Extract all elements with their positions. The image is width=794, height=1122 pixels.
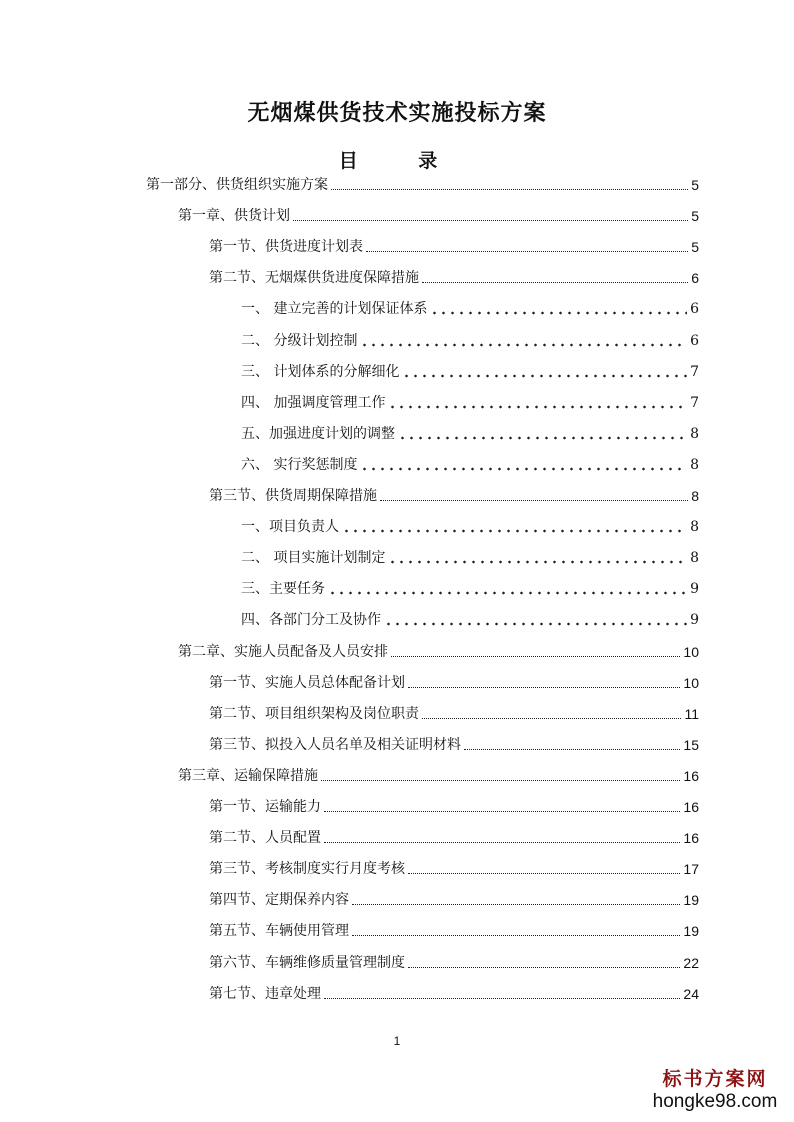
toc-dot-leader	[391, 655, 680, 657]
toc-dot-leader	[360, 467, 687, 471]
toc-entry[interactable]	[209, 481, 699, 505]
toc-entry[interactable]	[209, 699, 699, 723]
toc-dot-leader	[464, 748, 680, 750]
toc-dot-leader	[360, 343, 687, 347]
toc-entry[interactable]	[241, 512, 699, 536]
toc-entry-label: 四、 加强调度管理工作	[241, 394, 386, 411]
toc-entry[interactable]	[241, 574, 699, 598]
toc-entry[interactable]	[241, 543, 699, 567]
watermark-logo	[650, 1068, 780, 1114]
toc-dot-leader	[408, 872, 680, 874]
toc-dot-leader	[422, 717, 681, 719]
toc-dot-leader	[384, 622, 687, 626]
toc-dot-leader	[408, 966, 680, 968]
toc-entry-page: 9	[690, 612, 699, 629]
toc-entry-page: 16	[683, 767, 699, 784]
toc-entry-page: 6	[690, 301, 699, 318]
toc-entry[interactable]	[209, 979, 699, 1003]
toc-entry-label: 第二章、实施人员配备及人员安排	[178, 643, 388, 660]
toc-entry-page: 7	[690, 363, 699, 380]
toc-entry-label: 第五节、车辆使用管理	[209, 923, 349, 940]
toc-entry-page: 7	[690, 394, 699, 411]
toc-entry[interactable]	[146, 170, 699, 194]
toc-dot-leader	[388, 560, 687, 564]
toc-entry-page: 19	[683, 892, 699, 909]
toc-entry[interactable]	[178, 761, 699, 785]
toc-entry-label: 三、 计划体系的分解细化	[241, 363, 400, 380]
toc-dot-leader	[430, 311, 687, 315]
toc-entry-page: 8	[691, 488, 699, 504]
toc-entry[interactable]	[241, 294, 699, 318]
watermark-en: hongke98.com	[652, 1091, 778, 1112]
toc-entry-page: 16	[683, 830, 699, 847]
toc-entry-page: 5	[691, 208, 699, 225]
toc-entry-page: 16	[683, 799, 699, 815]
toc-entry-page: 22	[683, 954, 699, 971]
toc-entry-label: 五、加强进度计划的调整	[241, 425, 395, 442]
toc-entry-label: 三、主要任务	[241, 581, 325, 598]
toc-entry-page: 8	[690, 425, 699, 442]
toc-entry-label: 一、项目负责人	[241, 519, 339, 536]
toc-entry[interactable]	[241, 357, 699, 381]
toc-entry[interactable]	[209, 668, 699, 692]
toc-entry[interactable]	[241, 419, 699, 443]
toc-entry-label: 第二节、项目组织架构及岗位职责	[209, 705, 419, 722]
toc-dot-leader	[324, 810, 680, 812]
toc-entry-label: 二、 项目实施计划制定	[241, 550, 386, 567]
toc-entry[interactable]	[209, 854, 699, 878]
toc-entry-label: 第三节、拟投入人员名单及相关证明材料	[209, 736, 461, 753]
toc-dot-leader	[352, 903, 680, 905]
toc-entry-label: 第一章、供货计划	[178, 208, 290, 225]
toc-entry[interactable]	[209, 232, 699, 256]
toc-entry[interactable]	[241, 450, 699, 474]
toc-entry[interactable]	[178, 201, 699, 225]
toc-entry-page: 6	[690, 332, 699, 349]
toc-entry[interactable]	[209, 948, 699, 972]
toc-entry-label: 第二节、人员配置	[209, 830, 321, 847]
toc-entry-label: 第四节、定期保养内容	[209, 892, 349, 909]
toc-entry-label: 第三节、考核制度实行月度考核	[209, 861, 405, 878]
toc-entry-page: 5	[691, 177, 699, 193]
toc-entry-page: 9	[690, 581, 699, 598]
toc-entry-label: 第一部分、供货组织实施方案	[146, 177, 328, 193]
toc-entry-page: 10	[683, 674, 699, 691]
toc-dot-leader	[366, 250, 688, 252]
toc-entry[interactable]	[241, 388, 699, 412]
toc-dot-leader	[402, 374, 687, 378]
toc-entry-page: 5	[691, 239, 699, 256]
toc-entry-page: 17	[683, 861, 699, 878]
toc-heading	[0, 146, 794, 173]
toc-entry-page: 8	[690, 456, 699, 473]
watermark-cn: 标书方案网	[662, 1068, 768, 1090]
toc-dot-leader	[324, 841, 680, 843]
toc-dot-leader	[388, 405, 687, 409]
toc-entry-label: 第三章、运输保障措施	[178, 767, 318, 784]
toc-dot-leader	[342, 529, 687, 533]
toc-entry-page: 11	[684, 705, 699, 722]
toc-entry-page: 8	[690, 519, 699, 536]
toc-entry-page: 6	[691, 270, 699, 287]
toc-entry-label: 二、 分级计划控制	[241, 332, 358, 349]
toc-entry-page: 15	[683, 736, 699, 753]
toc-entry[interactable]	[178, 637, 699, 661]
toc-entry-label: 四、各部门分工及协作	[241, 612, 381, 629]
toc-entry-page: 19	[683, 923, 699, 940]
toc-entry-label: 第二节、无烟煤供货进度保障措施	[209, 270, 419, 287]
toc-entry-label: 第一节、运输能力	[209, 799, 321, 815]
toc-entry-label: 第六节、车辆维修质量管理制度	[209, 954, 405, 971]
toc-dot-leader	[328, 591, 687, 595]
toc-dot-leader	[321, 779, 680, 781]
toc-heading-text: 目 录	[338, 150, 456, 172]
toc-dot-leader	[293, 219, 688, 221]
toc-entry-page: 24	[683, 985, 699, 1002]
toc-dot-leader	[352, 934, 680, 936]
toc-entry[interactable]	[209, 916, 699, 940]
toc-entry[interactable]	[209, 263, 699, 287]
toc-dot-leader	[398, 436, 687, 440]
toc-dot-leader	[331, 188, 688, 190]
toc-entry-label: 六、 实行奖惩制度	[241, 456, 358, 473]
toc-entry-label: 第三节、供货周期保障措施	[209, 488, 377, 504]
toc-entry-label: 第一节、供货进度计划表	[209, 239, 363, 256]
page-number: 1	[393, 1034, 401, 1048]
toc-entry-label: 第一节、实施人员总体配备计划	[209, 674, 405, 691]
toc-entry-page: 8	[690, 550, 699, 567]
toc-entry[interactable]	[209, 730, 699, 754]
toc-entry-label: 一、 建立完善的计划保证体系	[241, 301, 428, 318]
toc-dot-leader	[324, 997, 680, 999]
toc-entry[interactable]	[209, 885, 699, 909]
document-title: 无烟煤供货技术实施投标方案	[247, 100, 547, 126]
toc-dot-leader	[422, 281, 688, 283]
toc-entry[interactable]	[209, 823, 699, 847]
toc-dot-leader	[408, 686, 680, 688]
toc-dot-leader	[380, 499, 688, 501]
toc-entry-page: 10	[683, 643, 699, 660]
toc-entry-label: 第七节、违章处理	[209, 985, 321, 1002]
toc-entry[interactable]	[241, 326, 699, 350]
toc-entry[interactable]	[241, 605, 699, 629]
toc-entry[interactable]	[209, 792, 699, 816]
